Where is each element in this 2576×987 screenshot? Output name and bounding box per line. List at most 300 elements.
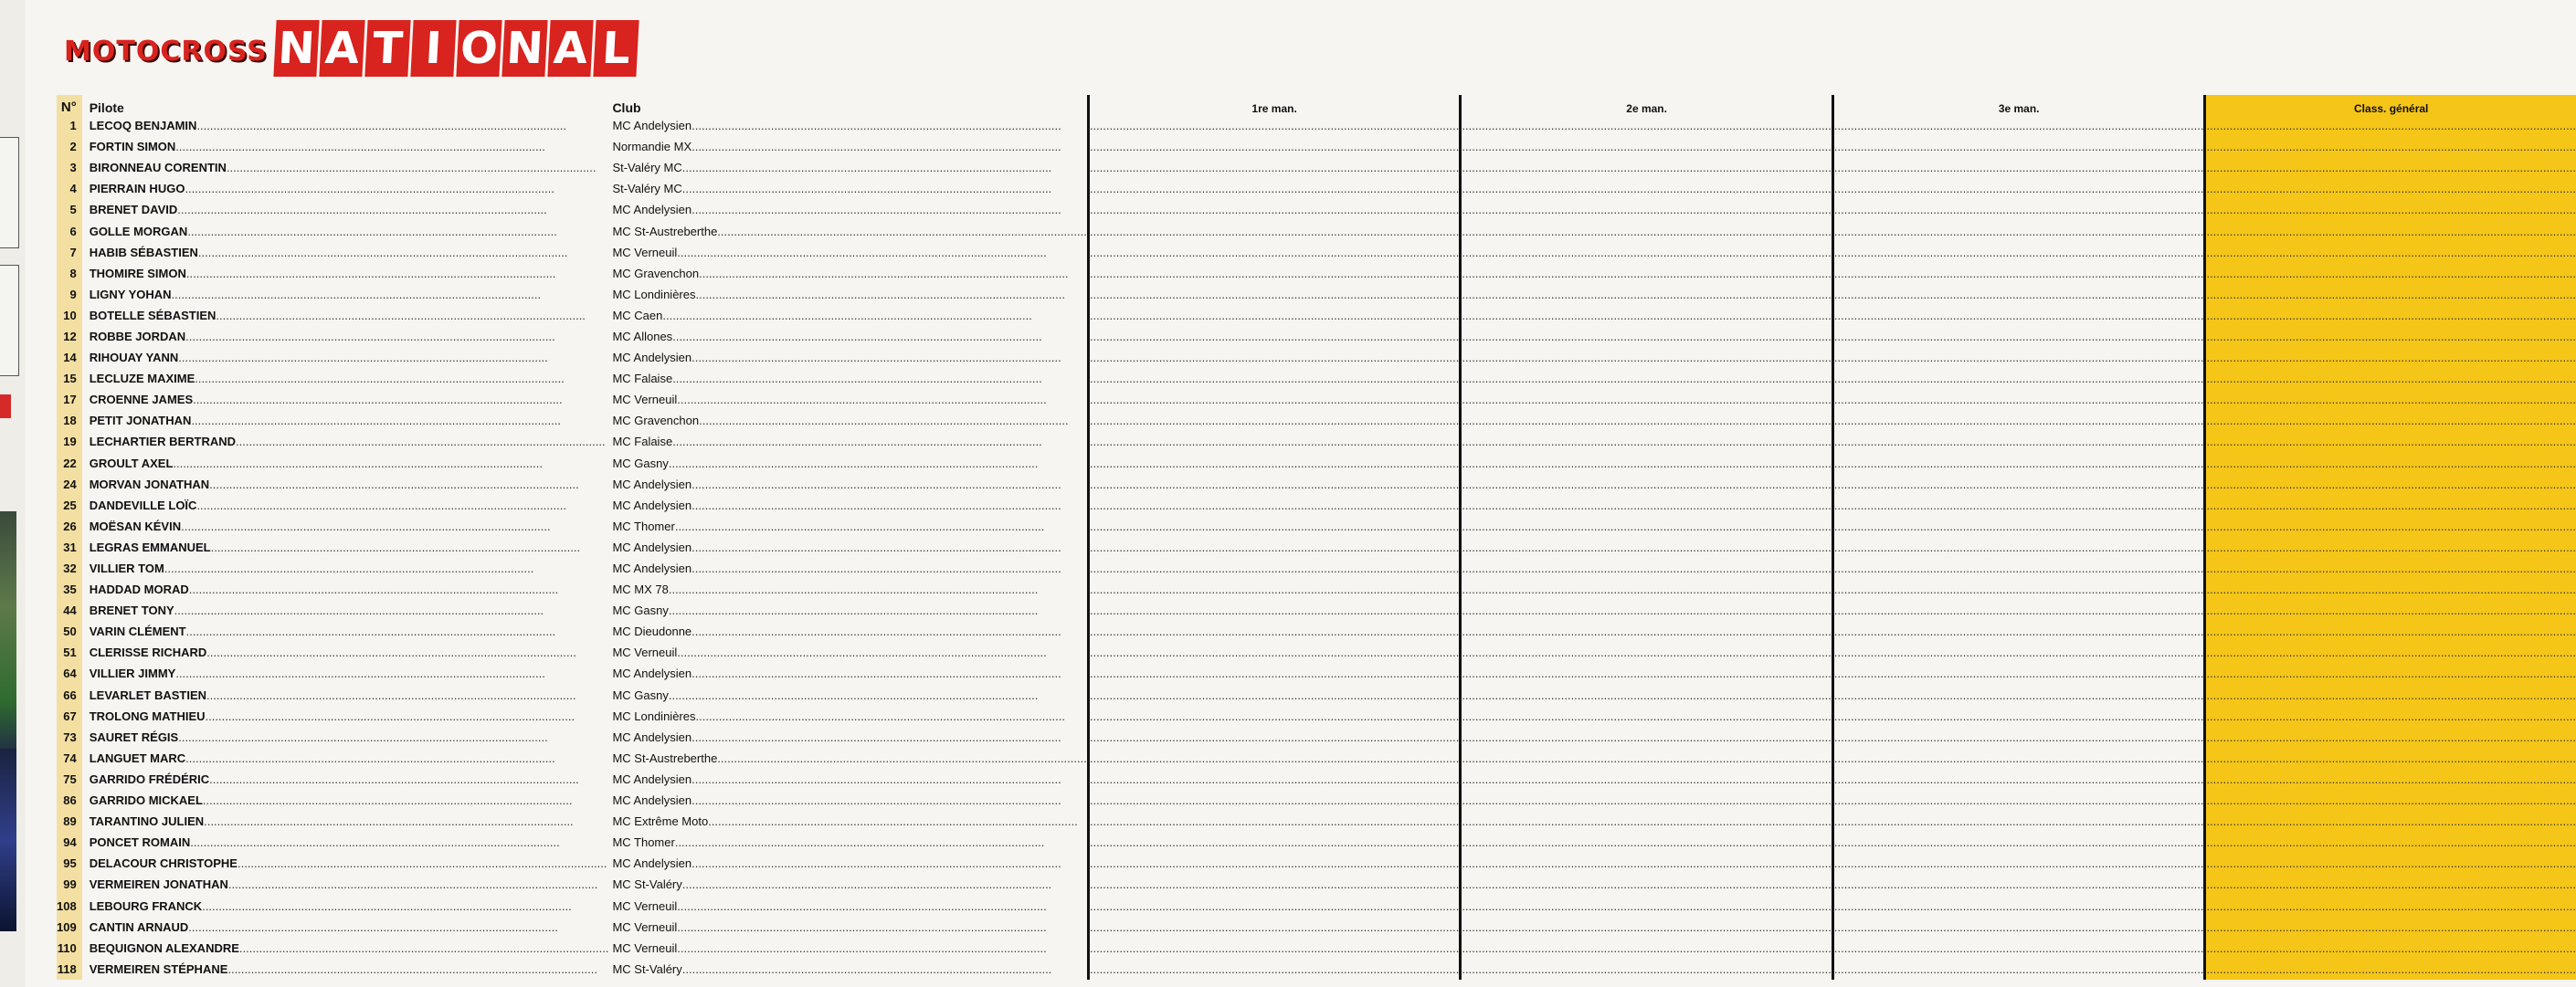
table-row [57,663,2576,684]
rider-number: 31 [57,537,82,558]
man2-cell [1461,368,1833,389]
man2-cell [1461,410,1833,431]
man2-cell [1461,516,1833,537]
rider-number: 26 [57,516,82,537]
rider-name: TROLONG MATHIEU ..... [82,706,609,727]
man2-cell [1461,811,1833,832]
rider-number: 19 [57,431,82,452]
rider-number: 17 [57,389,82,410]
man2-cell [1461,495,1833,516]
man3-cell [1832,832,2205,853]
man2-cell [1461,727,1833,748]
rider-name: VILLIER TOM ..... [82,558,609,579]
col-club: Club [612,100,641,115]
table-row [57,516,2576,537]
general-cell [2205,178,2576,199]
title-letter: N [273,20,319,77]
rider-name: BOTELLE SÉBASTIEN ..... [82,305,609,326]
general-cell [2205,811,2576,832]
rider-club: MC St-Austreberthe ..... [608,220,1088,241]
man3-cell [1832,199,2205,220]
table-row [57,874,2576,895]
rider-club: MC Verneuil ..... [608,917,1088,938]
general-cell [2205,136,2576,157]
table-row [57,537,2576,558]
man2-cell [1461,917,1833,938]
man1-cell [1088,727,1461,748]
rider-name: BEQUIGNON ALEXANDRE ..... [82,938,609,959]
rider-club: MC Falaise ..... [608,431,1088,452]
rider-name: HABIB SÉBASTIEN ..... [82,242,609,263]
general-cell [2205,748,2576,769]
rider-club: MC Andelysien ..... [608,663,1088,684]
general-cell [2205,115,2576,136]
general-cell [2205,242,2576,263]
table-row [57,579,2576,600]
man1-cell [1088,495,1461,516]
rider-name: FORTIN SIMON ..... [82,136,609,157]
adjacent-page-box [0,265,19,376]
rider-club: MC Verneuil ..... [608,389,1088,410]
rider-number: 99 [57,874,82,895]
rider-number: 9 [57,284,82,305]
man2-cell [1461,663,1833,684]
general-cell [2205,453,2576,474]
man3-cell [1832,115,2205,136]
rider-club: MC St-Valéry ..... [608,874,1088,895]
rider-club: MC Verneuil ..... [608,642,1088,663]
table-row [57,136,2576,157]
rider-name: VARIN CLÉMENT ..... [82,621,609,642]
rider-name: MOËSAN KÉVIN ..... [82,516,609,537]
rider-number: 5 [57,199,82,220]
rider-name: BRENET TONY ..... [82,600,609,621]
rider-club: MC Gasny ..... [608,600,1088,621]
rider-name: PONCET ROMAIN ..... [82,832,609,853]
rider-name: LANGUET MARC ..... [82,748,609,769]
rider-club: MC Andelysien ..... [608,537,1088,558]
general-cell [2205,326,2576,347]
rider-name: LECOQ BENJAMIN ..... [82,115,609,136]
rider-club: MC Extrême Moto ..... [608,811,1088,832]
man3-cell [1832,431,2205,452]
man1-cell [1088,579,1461,600]
man1-cell [1088,600,1461,621]
table-row [57,558,2576,579]
rider-name: GARRIDO FRÉDÉRIC ..... [82,769,609,790]
table-row [57,832,2576,853]
man2-cell [1461,790,1833,811]
man2-cell [1461,347,1833,368]
rider-club: MC Andelysien ..... [608,769,1088,790]
general-cell [2205,263,2576,284]
col-man2: 2e man. [1461,95,1833,115]
general-cell [2205,474,2576,495]
general-cell [2205,389,2576,410]
col-man1: 1re man. [1088,95,1461,115]
man1-cell [1088,305,1461,326]
rider-club: MC Andelysien ..... [608,495,1088,516]
rider-name: LECHARTIER BERTRAND ..... [82,431,609,452]
man3-cell [1832,368,2205,389]
man1-cell [1088,685,1461,706]
table-header [57,95,2576,115]
table-row [57,178,2576,199]
title-letter: L [593,20,639,77]
rider-club: MC Thomer ..... [608,832,1088,853]
man1-cell [1088,347,1461,368]
rider-number: 24 [57,474,82,495]
adjacent-page-photo [0,511,16,749]
table-row [57,347,2576,368]
table-row [57,263,2576,284]
rider-number: 12 [57,326,82,347]
rider-club: MC Gasny ..... [608,685,1088,706]
rider-club: MC Verneuil ..... [608,938,1088,959]
table-row [57,853,2576,874]
man1-cell [1088,220,1461,241]
rider-club: MC Andelysien ..... [608,853,1088,874]
rider-number: 66 [57,685,82,706]
man2-cell [1461,959,1833,980]
man3-cell [1832,305,2205,326]
table-row [57,368,2576,389]
man1-cell [1088,938,1461,959]
man1-cell [1088,115,1461,136]
man1-cell [1088,874,1461,895]
general-cell [2205,621,2576,642]
rider-name: TARANTINO JULIEN ..... [82,811,609,832]
man1-cell [1088,706,1461,727]
rider-name: VERMEIREN JONATHAN ..... [82,874,609,895]
rider-club: MC Andelysien ..... [608,115,1088,136]
man1-cell [1088,558,1461,579]
rider-name: LEGRAS EMMANUEL ..... [82,537,609,558]
man3-cell [1832,685,2205,706]
man1-cell [1088,136,1461,157]
man2-cell [1461,326,1833,347]
man3-cell [1832,600,2205,621]
rider-number: 108 [57,895,82,916]
man3-cell [1832,853,2205,874]
man1-cell [1088,832,1461,853]
general-cell [2205,917,2576,938]
table-row [57,410,2576,431]
man2-cell [1461,621,1833,642]
general-cell [2205,516,2576,537]
title-letter: O [456,20,501,77]
rider-number: 109 [57,917,82,938]
man3-cell [1832,242,2205,263]
man3-cell [1832,389,2205,410]
man2-cell [1461,284,1833,305]
man3-cell [1832,537,2205,558]
man3-cell [1832,769,2205,790]
man3-cell [1832,495,2205,516]
man3-cell [1832,558,2205,579]
rider-number: 22 [57,453,82,474]
rider-name: CLERISSE RICHARD ..... [82,642,609,663]
rider-club: St-Valéry MC ..... [608,178,1088,199]
rider-number: 10 [57,305,82,326]
general-cell [2205,431,2576,452]
col-pilote: Pilote [89,100,124,115]
title-main [275,20,640,77]
man2-cell [1461,558,1833,579]
rider-number: 67 [57,706,82,727]
results-table [57,95,2576,980]
rider-number: 86 [57,790,82,811]
rider-name: LIGNY YOHAN ..... [82,284,609,305]
man2-cell [1461,157,1833,178]
rider-number: 64 [57,663,82,684]
man2-cell [1461,874,1833,895]
general-cell [2205,706,2576,727]
title-letter: A [547,20,593,77]
table-row [57,474,2576,495]
table-row [57,769,2576,790]
rider-name: GARRIDO MICKAEL ..... [82,790,609,811]
table-row [57,938,2576,959]
general-cell [2205,874,2576,895]
man3-cell [1832,136,2205,157]
rider-club: MC Londinières ..... [608,706,1088,727]
man2-cell [1461,579,1833,600]
man3-cell [1832,790,2205,811]
general-cell [2205,368,2576,389]
man3-cell [1832,748,2205,769]
man2-cell [1461,178,1833,199]
rider-name: HADDAD MORAD ..... [82,579,609,600]
rider-club: MC Andelysien ..... [608,558,1088,579]
table-row [57,220,2576,241]
general-cell [2205,558,2576,579]
rider-number: 1 [57,115,82,136]
rider-club: MC Dieudonne ..... [608,621,1088,642]
man2-cell [1461,600,1833,621]
man3-cell [1832,474,2205,495]
rider-name: CANTIN ARNAUD ..... [82,917,609,938]
general-cell [2205,537,2576,558]
rider-name: DELACOUR CHRISTOPHE ..... [82,853,609,874]
general-cell [2205,769,2576,790]
rider-number: 73 [57,727,82,748]
man1-cell [1088,769,1461,790]
rider-number: 75 [57,769,82,790]
table-row [57,284,2576,305]
man1-cell [1088,516,1461,537]
man1-cell [1088,537,1461,558]
man2-cell [1461,431,1833,452]
title-letter: N [501,20,547,77]
man1-cell [1088,157,1461,178]
man2-cell [1461,938,1833,959]
man1-cell [1088,410,1461,431]
col-num: N° [57,95,82,115]
general-cell [2205,790,2576,811]
rider-number: 50 [57,621,82,642]
man2-cell [1461,895,1833,916]
rider-number: 6 [57,220,82,241]
man3-cell [1832,347,2205,368]
rider-number: 51 [57,642,82,663]
table-row [57,917,2576,938]
rider-name: PETIT JONATHAN ..... [82,410,609,431]
rider-name: MORVAN JONATHAN ..... [82,474,609,495]
table-row [57,621,2576,642]
table-row [57,495,2576,516]
table-row [57,115,2576,136]
man3-cell [1832,178,2205,199]
rider-club: MC MX 78 ..... [608,579,1088,600]
rider-number: 15 [57,368,82,389]
rider-club: St-Valéry MC ..... [608,157,1088,178]
man1-cell [1088,790,1461,811]
rider-name: VILLIER JIMMY ..... [82,663,609,684]
man2-cell [1461,769,1833,790]
man1-cell [1088,642,1461,663]
man1-cell [1088,263,1461,284]
man3-cell [1832,642,2205,663]
rider-name: LEVARLET BASTIEN ..... [82,685,609,706]
table-row [57,727,2576,748]
man2-cell [1461,706,1833,727]
man2-cell [1461,453,1833,474]
man1-cell [1088,199,1461,220]
rider-number: 44 [57,600,82,621]
rider-name: GOLLE MORGAN ..... [82,220,609,241]
general-cell [2205,685,2576,706]
table-row [57,748,2576,769]
general-cell [2205,600,2576,621]
man2-cell [1461,115,1833,136]
man1-cell [1088,431,1461,452]
general-cell [2205,220,2576,241]
man3-cell [1832,579,2205,600]
rider-club: MC Gravenchon ..... [608,263,1088,284]
rider-club: MC Andelysien ..... [608,347,1088,368]
man2-cell [1461,305,1833,326]
table-row [57,431,2576,452]
man1-cell [1088,453,1461,474]
table-row [57,685,2576,706]
table-row [57,642,2576,663]
title-letter: T [364,20,410,77]
general-cell [2205,157,2576,178]
general-cell [2205,832,2576,853]
general-cell [2205,727,2576,748]
rider-number: 35 [57,579,82,600]
rider-number: 14 [57,347,82,368]
rider-name: LECLUZE MAXIME ..... [82,368,609,389]
man2-cell [1461,220,1833,241]
rider-number: 74 [57,748,82,769]
rider-name: ROBBE JORDAN ..... [82,326,609,347]
rider-number: 32 [57,558,82,579]
rider-number: 110 [57,938,82,959]
man1-cell [1088,748,1461,769]
rider-club: MC Caen ..... [608,305,1088,326]
man3-cell [1832,938,2205,959]
adjacent-page-box [0,137,19,248]
general-cell [2205,347,2576,368]
man1-cell [1088,811,1461,832]
man1-cell [1088,368,1461,389]
general-cell [2205,853,2576,874]
table-row [57,706,2576,727]
rider-name: RIHOUAY YANN ..... [82,347,609,368]
general-cell [2205,959,2576,980]
table-row [57,389,2576,410]
table-row [57,326,2576,347]
rider-name: BRENET DAVID ..... [82,199,609,220]
man3-cell [1832,727,2205,748]
man2-cell [1461,136,1833,157]
rider-name: BIRONNEAU CORENTIN ..... [82,157,609,178]
rider-number: 94 [57,832,82,853]
man3-cell [1832,220,2205,241]
general-cell [2205,495,2576,516]
general-cell [2205,305,2576,326]
title-letter: A [319,20,364,77]
man1-cell [1088,621,1461,642]
man3-cell [1832,874,2205,895]
man3-cell [1832,663,2205,684]
man1-cell [1088,242,1461,263]
man2-cell [1461,853,1833,874]
adjacent-page-photo [0,749,16,931]
man2-cell [1461,474,1833,495]
man1-cell [1088,326,1461,347]
man1-cell [1088,663,1461,684]
general-cell [2205,938,2576,959]
man3-cell [1832,284,2205,305]
rider-club: MC Andelysien ..... [608,474,1088,495]
table-row [57,811,2576,832]
table-row [57,895,2576,916]
man3-cell [1832,621,2205,642]
table-row [57,157,2576,178]
rider-club: MC Andelysien ..... [608,199,1088,220]
table-row [57,959,2576,980]
table-row [57,600,2576,621]
rider-name: PIERRAIN HUGO ..... [82,178,609,199]
man3-cell [1832,917,2205,938]
rider-club: MC St-Austreberthe ..... [608,748,1088,769]
adjacent-page-mark [0,394,11,418]
man1-cell [1088,389,1461,410]
rider-club: MC Allones ..... [608,326,1088,347]
general-cell [2205,642,2576,663]
man3-cell [1832,959,2205,980]
general-cell [2205,579,2576,600]
man1-cell [1088,284,1461,305]
rider-number: 7 [57,242,82,263]
man1-cell [1088,959,1461,980]
general-cell [2205,895,2576,916]
man1-cell [1088,917,1461,938]
rider-club: MC Verneuil ..... [608,242,1088,263]
page-title [64,13,640,77]
man2-cell [1461,685,1833,706]
rider-number: 118 [57,959,82,980]
rider-name: GROULT AXEL ..... [82,453,609,474]
general-cell [2205,410,2576,431]
man1-cell [1088,853,1461,874]
man1-cell [1088,895,1461,916]
rider-name: THOMIRE SIMON ..... [82,263,609,284]
col-man3: 3e man. [1832,95,2205,115]
